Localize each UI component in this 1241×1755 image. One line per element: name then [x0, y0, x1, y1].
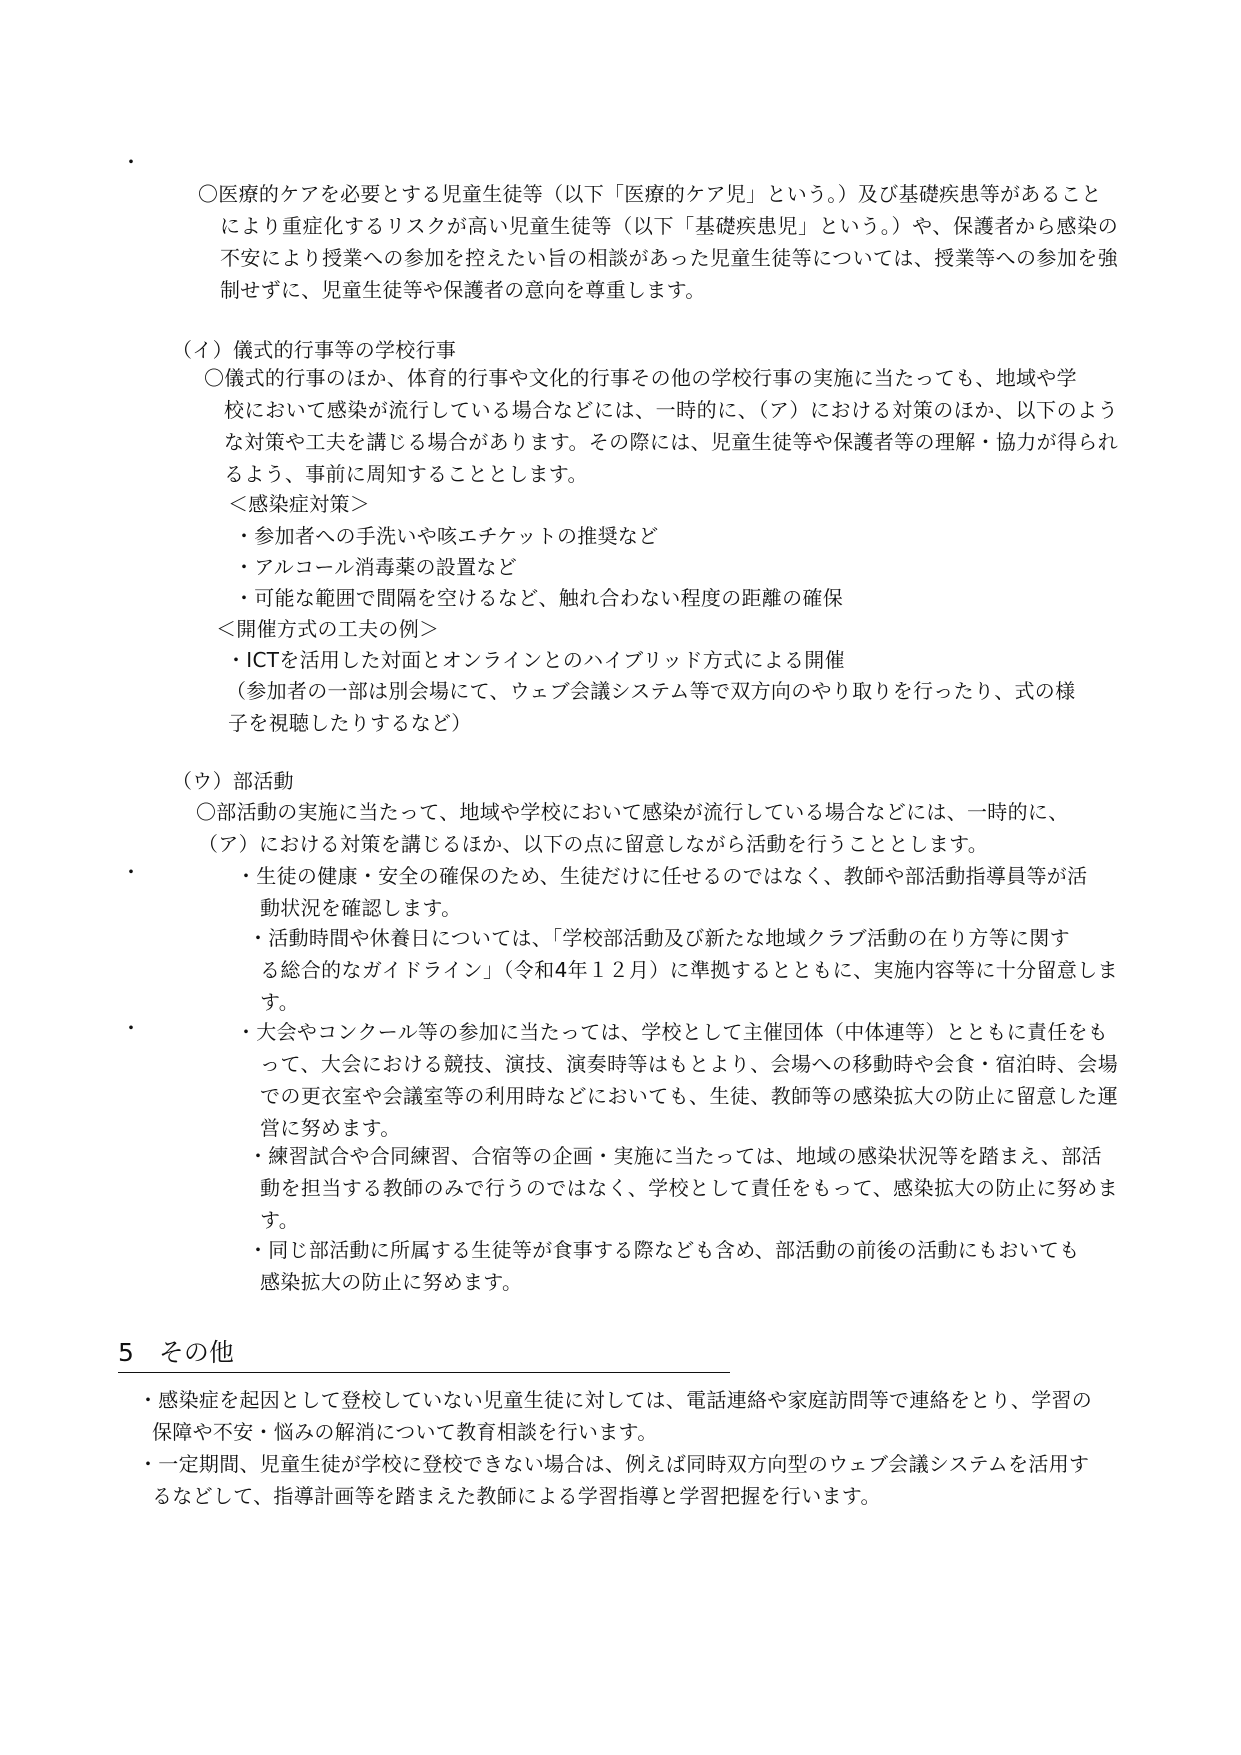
medical-care-paragraph	[198, 178, 1118, 306]
club-bullet-practice-matches	[248, 1140, 1118, 1236]
paragraph-first-line: ・一定期間、児童生徒が学校に登校できない場合は、例えば同時双方向型のウェブ会議システムを活用す	[138, 1452, 1090, 1476]
paragraph-continuation: 動状況を確認します。	[260, 896, 462, 920]
club-activities-paragraph	[196, 796, 1118, 860]
paragraph-continuation: って、大会における競技、演技、演奏時等はもとより、会場への移動時や会食・宿泊時、会場での更衣室や会議室等の利用時などにおいても、生徒、教師等の感染拡大の防止に留意した運営に努めます。	[260, 1052, 1118, 1140]
events-paragraph	[204, 362, 1118, 490]
paragraph-first-line: ・活動時間や休養日については、「学校部活動及び新たな地域クラブ活動の在り方等に関す	[248, 926, 1070, 950]
paragraph-continuation: 感染拡大の防止に努めます。	[260, 1270, 523, 1294]
other-bullet-remote-learning	[138, 1448, 1118, 1512]
paragraph-first-line: 〇儀式的行事のほか、体育的行事や文化的行事その他の学校行事の実施に当たっても、地域や学	[204, 366, 1077, 390]
paragraph-first-line: （参加者の一部は別会場にて、ウェブ会議システム等で双方向のやり取りを行ったり、式の様	[226, 679, 1076, 703]
club-bullet-safety	[236, 860, 1118, 924]
paragraph-continuation: るなどして、指導計画等を踏まえた教師による学習指導と学習把握を行います。	[152, 1484, 881, 1508]
club-bullet-tournaments	[236, 1016, 1118, 1144]
paragraph-first-line: ・感染症を起因として登校していない児童生徒に対しては、電話連絡や家庭訪問等で連絡をとり、学習の	[138, 1388, 1093, 1412]
paragraph-first-line: 〇医療的ケアを必要とする児童生徒等（以下「医療的ケア児」という。）及び基礎疾患等があること	[198, 182, 1102, 206]
paragraph-continuation: 子を視聴したりするなど）	[228, 711, 472, 735]
club-bullet-meals	[248, 1234, 1118, 1298]
paragraph-continuation: 校において感染が流行している場合などには、一時的に、（ア）における対策のほか、以下のような対策や工夫を講じる場合があります。その際には、児童生徒等や保護者等の理解・協力が得られるよう、事前に周知することとします。	[224, 398, 1118, 486]
section-title-club-activities: （ウ）部活動	[172, 769, 294, 793]
paragraph-first-line: 〇部活動の実施に当たって、地域や学校において感染が流行している場合などには、一時的に、	[196, 800, 1069, 824]
note-paragraph	[226, 675, 1118, 739]
paragraph-first-line: ・大会やコンクール等の参加に当たっては、学校として主催団体（中体連等）とともに責任をも	[236, 1020, 1109, 1044]
list-item: ・参加者への手洗いや咳エチケットの推奨など	[234, 524, 659, 548]
other-bullet-consultation	[138, 1384, 1118, 1448]
paragraph-continuation: 保障や不安・悩みの解消について教育相談を行います。	[152, 1420, 658, 1444]
margin-dot: ・	[121, 860, 141, 884]
paragraph-continuation: る総合的なガイドライン」（令和4年１２月）に準拠するとともに、実施内容等に十分留意します。	[260, 958, 1118, 1014]
paragraph-first-line: ・練習試合や合同練習、合宿等の企画・実施に当たっては、地域の感染状況等を踏まえ、部活	[248, 1144, 1102, 1168]
list-item: ・アルコール消毒薬の設置など	[234, 555, 517, 579]
subheading-format-examples: ＜開催方式の工夫の例＞	[216, 617, 440, 641]
section-title-events: （イ）儀式的行事等の学校行事	[172, 338, 457, 362]
paragraph-continuation: 動を担当する教師のみで行うのではなく、学校として責任をもって、感染拡大の防止に努めます。	[260, 1176, 1118, 1232]
paragraph-first-line: ・同じ部活動に所属する生徒等が食事する際なども含め、部活動の前後の活動にもおいても	[248, 1238, 1080, 1262]
section-heading-other: 5 その他	[118, 1335, 730, 1373]
paragraph-first-line: ・生徒の健康・安全の確保のため、生徒だけに任せるのではなく、教師や部活動指導員等が活	[236, 864, 1088, 888]
list-item: ・可能な範囲で間隔を空けるなど、触れ合わない程度の距離の確保	[234, 586, 843, 610]
margin-dot: ・	[121, 1016, 141, 1040]
subheading-infection-control: ＜感染症対策＞	[228, 492, 371, 516]
list-item: ・ICTを活用した対面とオンラインとのハイブリッド方式による開催	[226, 648, 845, 672]
margin-dot: ・	[121, 150, 141, 174]
club-bullet-guidelines	[248, 922, 1118, 1018]
paragraph-continuation: により重症化するリスクが高い児童生徒等（以下「基礎疾患児」という。）や、保護者から感染の不安により授業への参加を控えたい旨の相談があった児童生徒等については、授業等への参加を強制せずに、児童生徒等や保護者の意向を尊重します。	[220, 214, 1118, 302]
paragraph-continuation: （ア）における対策を講じるほか、以下の点に留意しながら活動を行うこととします。	[198, 832, 989, 856]
